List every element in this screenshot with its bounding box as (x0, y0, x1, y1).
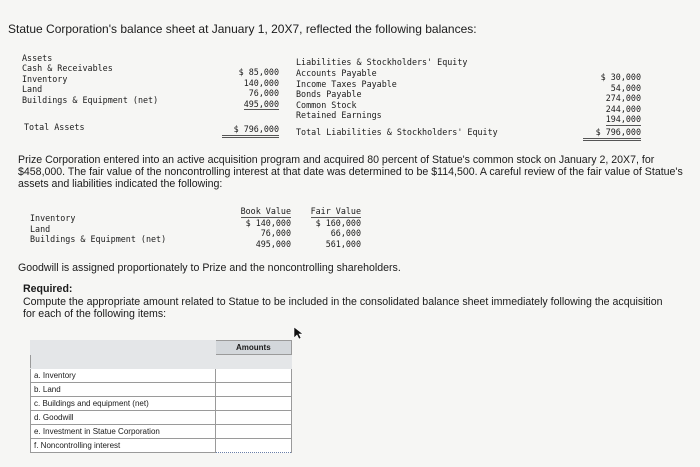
amounts-header: Amounts (215, 341, 291, 355)
liabilities-title: Liabilities & Stockholders' Equity (296, 57, 468, 67)
liability-value: 54,000 (610, 82, 641, 93)
fair-value: $ 160,000 (315, 217, 361, 228)
asset-value: 140,000 (243, 77, 279, 88)
required-text: Compute the appropriate amount related to Statue to be included in the consolidated balance sheet immediately following the acquisition for each of the following items: (23, 296, 663, 320)
asset-value: 76,000 (248, 88, 279, 99)
total-assets-value: $ 796,000 (222, 124, 279, 138)
item-label: b. Land (31, 383, 216, 397)
item-label: e. Investment in Statue Corporation (31, 425, 216, 439)
fair-value-label: Inventory (30, 213, 76, 223)
mouse-cursor-icon (291, 326, 305, 340)
table-row (31, 439, 292, 453)
blank-cell (215, 355, 291, 369)
amount-input-inventory[interactable] (215, 369, 291, 383)
total-liabilities-label: Total Liabilities & Stockholders' Equity (296, 127, 498, 137)
amount-input-goodwill[interactable] (215, 411, 291, 425)
liability-label: Common Stock (296, 99, 357, 110)
table-row (31, 411, 292, 425)
liability-label: Accounts Payable (296, 68, 377, 78)
answer-table (30, 340, 292, 453)
acquisition-paragraph: Prize Corporation entered into an active acquisition program and acquired 80 percent of Statue's common stock on January 2, 20X7, for $458,000. The fair value of the noncontrolling interest at that date was determined to be $114,500. A careful review of the fair value of Statue's assets and liabilities indicated the following: (18, 154, 683, 190)
book-value: $ 140,000 (245, 217, 291, 228)
asset-label: Inventory (22, 73, 68, 84)
assets-title: Assets (22, 53, 53, 63)
answer-table-header-row (31, 341, 292, 355)
asset-label: Land (22, 84, 43, 95)
total-assets-label: Total Assets (24, 122, 85, 132)
book-value: 495,000 (255, 238, 291, 249)
fair-value: 561,000 (325, 238, 361, 249)
item-label: f. Noncontrolling interest (31, 439, 216, 453)
asset-label: Buildings & Equipment (net) (22, 94, 159, 105)
required-heading: Required: (23, 283, 73, 295)
fair-value-column (303, 206, 361, 249)
amount-input-investment[interactable] (215, 425, 291, 439)
amount-input-noncontrolling[interactable] (215, 439, 291, 453)
goodwill-note: Goodwill is assigned proportionately to Prize and the noncontrolling shareholders. (18, 262, 401, 274)
table-row (31, 383, 292, 397)
blank-row (31, 355, 292, 369)
total-liabilities-value: $ 796,000 (583, 127, 641, 141)
amount-input-land[interactable] (215, 383, 291, 397)
fair-value-header: Fair Value (310, 206, 361, 216)
item-label: c. Buildings and equipment (net) (31, 397, 216, 411)
amount-input-buildings[interactable] (215, 397, 291, 411)
table-row (31, 369, 292, 383)
fair-value-labels (30, 213, 166, 245)
asset-values (225, 67, 279, 110)
asset-label: Cash & Receivables (22, 63, 113, 73)
blank-cell (31, 355, 216, 369)
asset-labels (22, 63, 158, 105)
liability-values (586, 72, 641, 126)
item-label: a. Inventory (31, 369, 216, 383)
liability-value: 244,000 (605, 103, 641, 114)
liability-value: $ 30,000 (600, 72, 641, 82)
liability-label: Retained Earnings (296, 110, 382, 121)
asset-value: $ 85,000 (238, 67, 279, 77)
table-row (31, 397, 292, 411)
liability-labels (296, 68, 397, 121)
liability-label: Bonds Payable (296, 89, 362, 100)
book-value: 76,000 (260, 228, 291, 239)
book-value-column (233, 206, 291, 249)
liability-label: Income Taxes Payable (296, 78, 397, 89)
intro-text: Statue Corporation's balance sheet at January 1, 20X7, reflected the following balances: (8, 22, 477, 36)
item-label: d. Goodwill (31, 411, 216, 425)
fair-value-label: Land (30, 223, 51, 234)
header-spacer (31, 341, 216, 355)
book-value-header: Book Value (240, 206, 291, 216)
fair-value-label: Buildings & Equipment (net) (30, 234, 167, 245)
table-row (31, 425, 292, 439)
fair-value: 66,000 (330, 228, 361, 239)
liability-value: 274,000 (605, 93, 641, 104)
liability-value: 194,000 (605, 114, 641, 125)
asset-value: 495,000 (243, 98, 279, 109)
